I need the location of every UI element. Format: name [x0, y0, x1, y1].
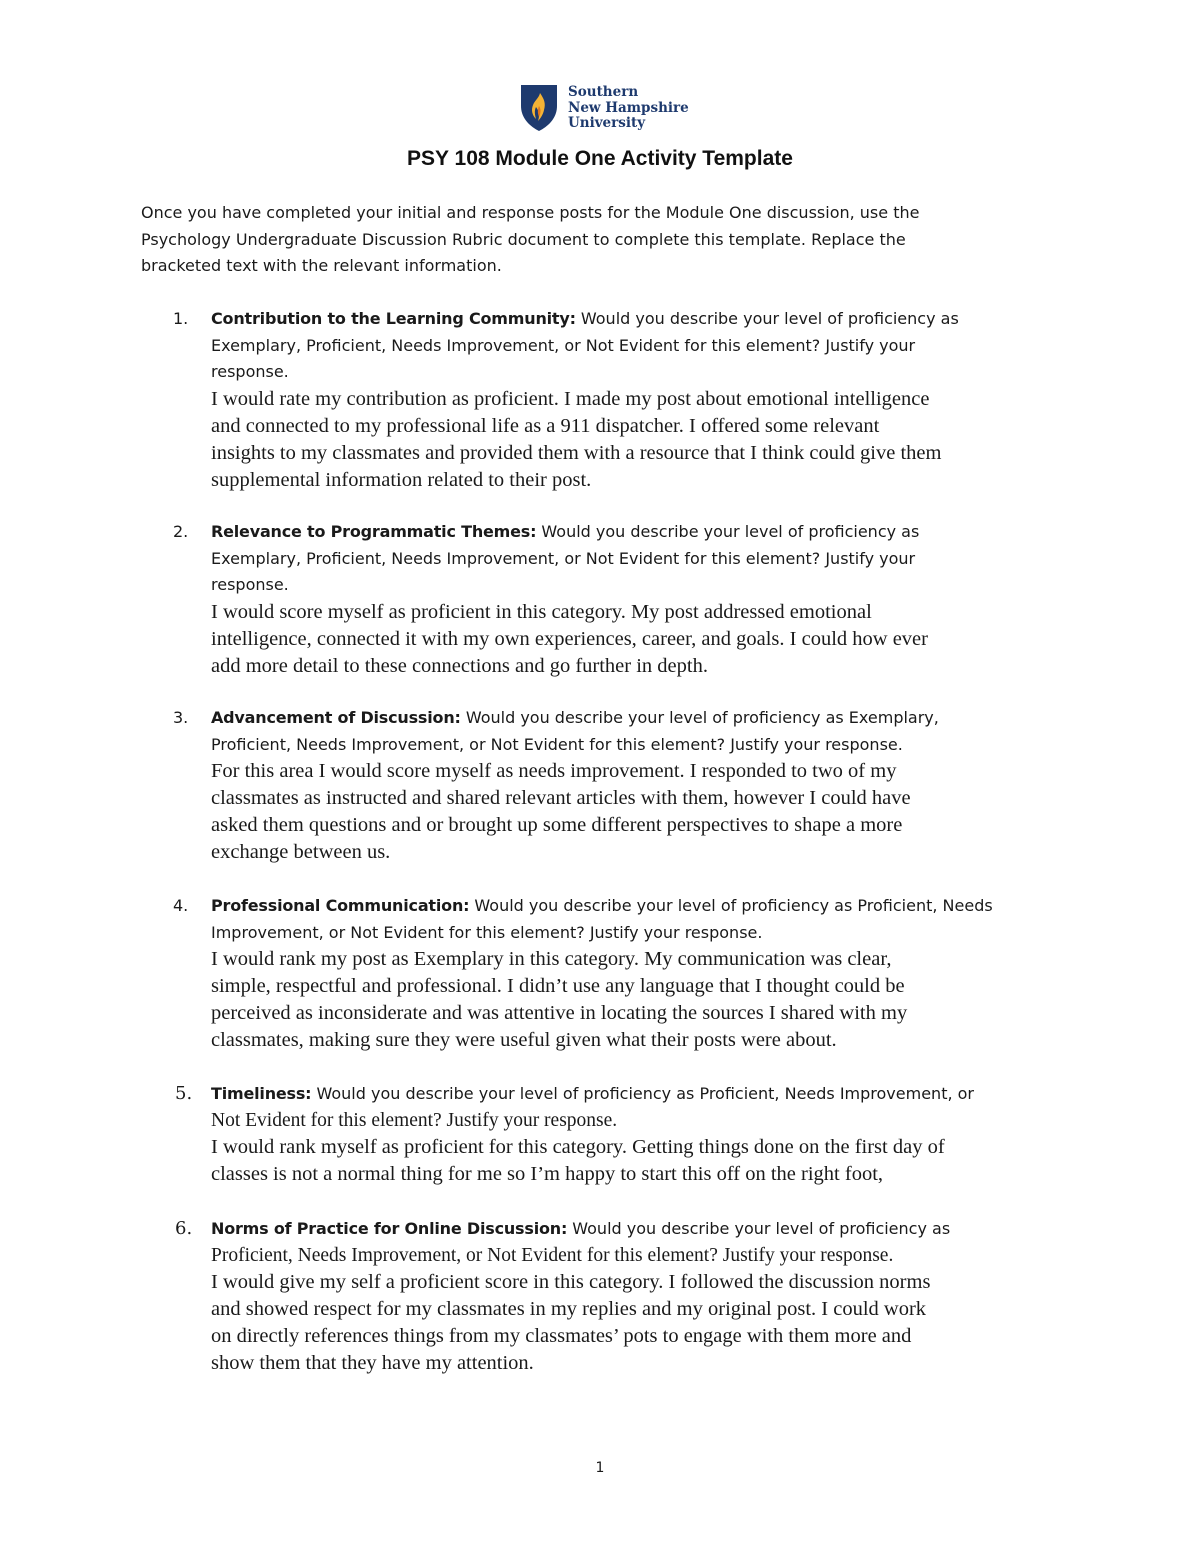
question-text: Would you describe your level of proficiency as — [575, 309, 959, 328]
answer-text: insights to my classmates and provided them with a resource that I think could give them — [211, 441, 942, 464]
item-body — [211, 519, 1111, 680]
answer-text: classmates, making sure they were useful given what their posts were about. — [211, 1029, 837, 1051]
item-number: 3. — [173, 708, 189, 727]
answer-text: perceived as inconsiderate and was attentive in locating the sources I shared with my — [211, 1002, 908, 1024]
item-number: 6. — [175, 1218, 193, 1239]
question-text: Proficient, Needs Improvement, or Not Evident for this element? Justify your response. — [211, 1244, 894, 1266]
page-title: PSY 108 Module One Activity Template — [407, 147, 793, 170]
question-text: Not Evident for this element? Justify your response. — [211, 1109, 618, 1131]
answer-text: supplemental information related to their post. — [211, 468, 592, 491]
answer-text: and connected to my professional life as a 911 dispatcher. I offered some relevant — [211, 414, 880, 437]
question-text: Exemplary, Proficient, Needs Improvement, or Not Evident for this element? Justify your — [211, 335, 916, 355]
item-body — [211, 705, 1111, 866]
item-body — [211, 1216, 1111, 1377]
answer-text: I would rank my post as Exemplary in this category. My communication was clear, — [211, 948, 892, 970]
criterion-label: Advancement of Discussion: — [211, 708, 461, 727]
criterion-label: Timeliness: — [211, 1084, 312, 1103]
logo-line-2: New Hampshire — [568, 99, 689, 116]
answer-text: I would rate my contribution as proficient. I made my post about emotional intelligence — [211, 387, 930, 410]
question-text: Would you describe your level of proficiency as — [536, 522, 920, 541]
criterion-label: Relevance to Programmatic Themes: — [211, 522, 537, 541]
answer-text: on directly references things from my classmates’ pots to engage with them more and — [211, 1325, 912, 1347]
question-text: Improvement, or Not Evident for this element? Justify your response. — [211, 922, 763, 942]
answer-text: I would score myself as proficient in this category. My post addressed emotional — [211, 600, 872, 623]
question-text: Would you describe your level of proficiency as Proficient, Needs Improvement, or — [311, 1084, 974, 1103]
question-text: Would you describe your level of proficiency as Exemplary, — [460, 708, 939, 727]
answer-text: asked them questions and or brought up some different perspectives to shape a more — [211, 814, 903, 836]
shield-flame-icon — [520, 84, 558, 132]
item-body — [211, 306, 1111, 494]
answer-text: I would give my self a proficient score in this category. I followed the discussion norms — [211, 1271, 931, 1293]
question-text: Exemplary, Proficient, Needs Improvement, or Not Evident for this element? Justify your — [211, 548, 916, 568]
intro-line: bracketed text with the relevant information. — [141, 256, 502, 275]
item-number: 4. — [173, 896, 189, 915]
item-number: 5. — [175, 1083, 193, 1104]
snhu-logo — [520, 84, 690, 134]
answer-text: classmates as instructed and shared relevant articles with them, however I could have — [211, 787, 911, 809]
answer-text: show them that they have my attention. — [211, 1352, 534, 1374]
logo-wordmark — [568, 85, 689, 132]
item-body — [211, 893, 1111, 1054]
answer-text: exchange between us. — [211, 841, 391, 863]
logo-line-1: Southern — [568, 84, 639, 100]
answer-text: For this area I would score myself as needs improvement. I responded to two of my — [211, 760, 897, 782]
question-text: Would you describe your level of proficiency as — [567, 1219, 951, 1238]
intro-line: Psychology Undergraduate Discussion Rubric document to complete this template. Replace the — [141, 229, 906, 249]
answer-text: simple, respectful and professional. I didn’t use any language that I thought could be — [211, 975, 905, 997]
item-number: 1. — [173, 309, 189, 328]
question-text: response. — [211, 575, 289, 594]
logo-line-3: University — [568, 115, 646, 131]
criterion-label: Contribution to the Learning Community: — [211, 309, 576, 328]
item-number: 2. — [173, 522, 189, 541]
answer-text: classes is not a normal thing for me so I’m happy to start this off on the right foot, — [211, 1163, 884, 1185]
intro-paragraph — [141, 200, 1041, 280]
item-body — [211, 1081, 1111, 1188]
intro-line: Once you have completed your initial and response posts for the Module One discussion, use the — [141, 203, 920, 222]
question-text: Proficient, Needs Improvement, or Not Evident for this element? Justify your response. — [211, 734, 903, 754]
criterion-label: Professional Communication: — [211, 896, 470, 915]
criterion-label: Norms of Practice for Online Discussion: — [211, 1219, 568, 1238]
answer-text: intelligence, connected it with my own experiences, career, and goals. I could how ever — [211, 627, 928, 650]
answer-text: add more detail to these connections and go further in depth. — [211, 654, 708, 677]
page-number: 1 — [595, 1460, 605, 1476]
answer-text: and showed respect for my classmates in my replies and my original post. I could work — [211, 1298, 927, 1320]
question-text: Would you describe your level of proficiency as Proficient, Needs — [469, 896, 993, 915]
answer-text: I would rank myself as proficient for this category. Getting things done on the first day of — [211, 1136, 945, 1158]
question-text: response. — [211, 362, 289, 381]
